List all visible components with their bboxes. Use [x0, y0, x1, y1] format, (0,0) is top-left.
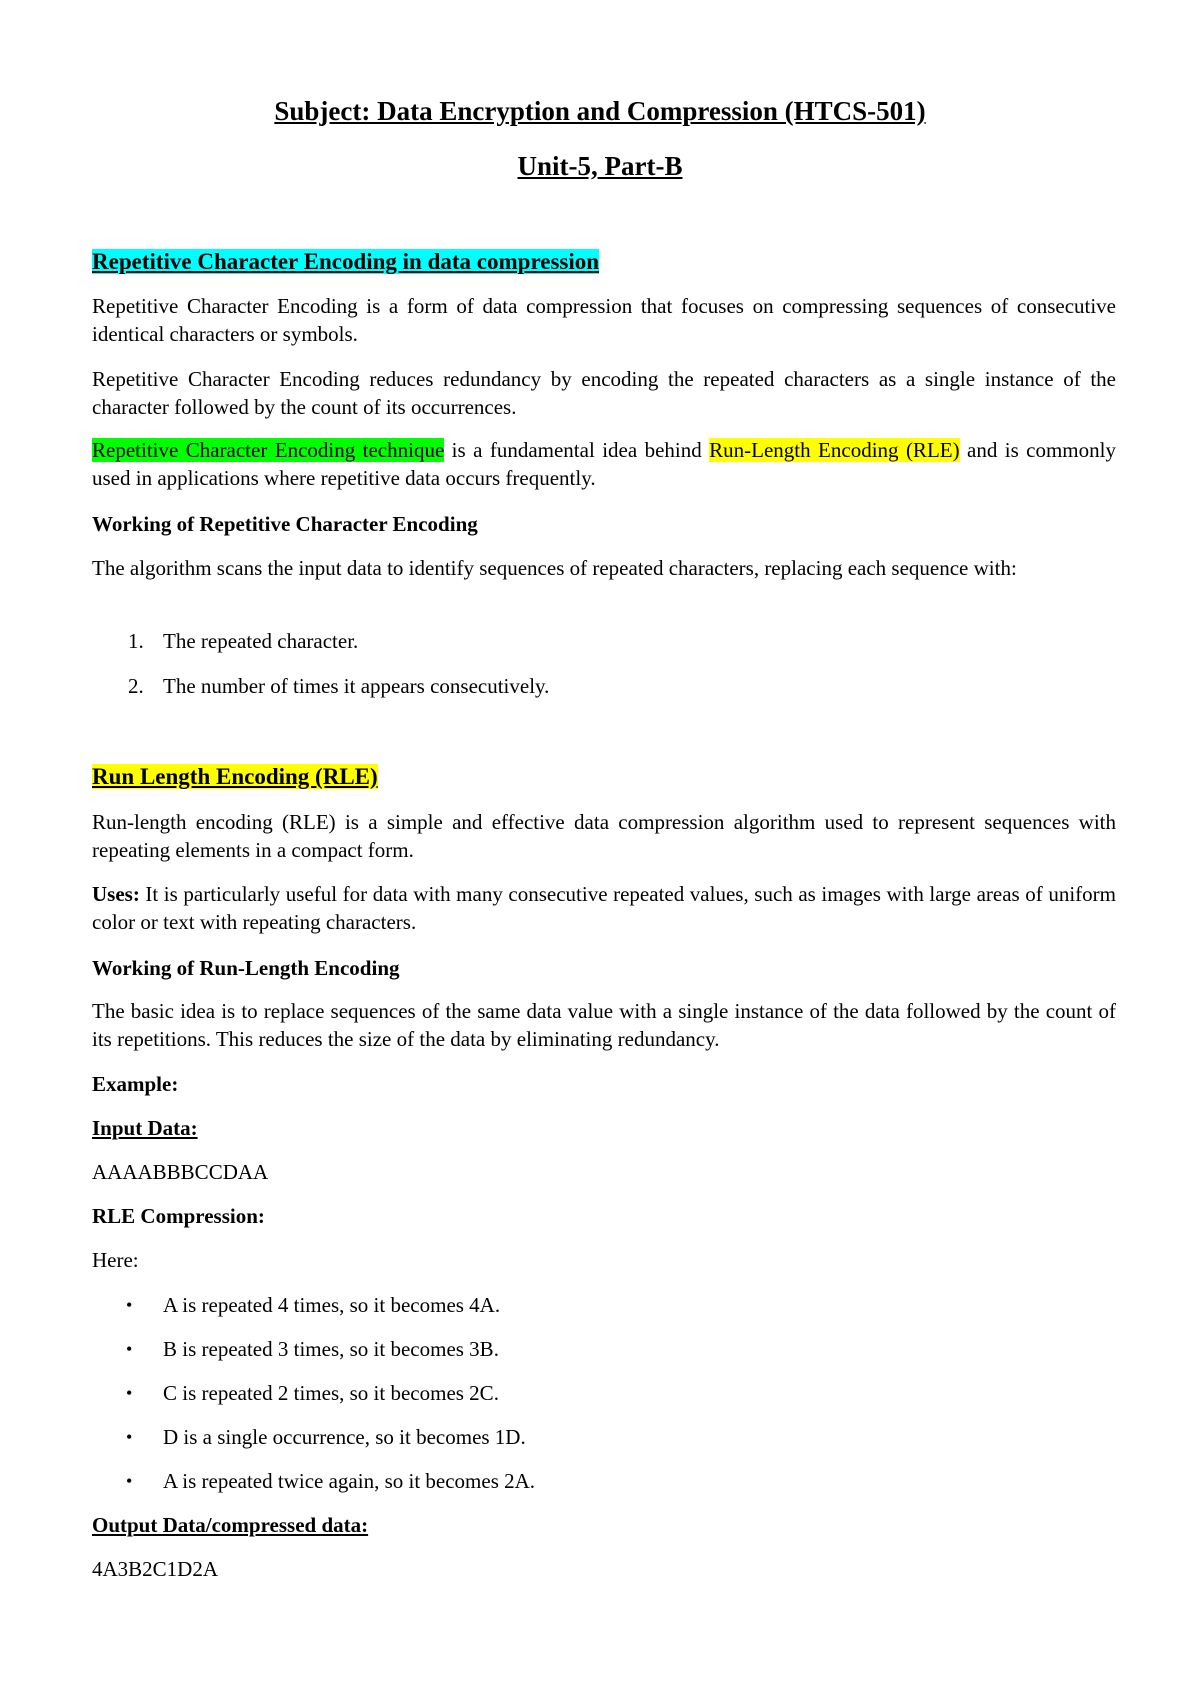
paragraph-redundancy: Repetitive Character Encoding reduces redundancy by encoding the repeated characters as a single instance of the character followed by the count of its occurrences. [92, 367, 1116, 419]
paragraph-rle-definition: Run-length encoding (RLE) is a simple and effective data compression algorithm used to represent sequences with repeating elements in a compact form. [92, 810, 1116, 862]
heading-highlight: Run Length Encoding (RLE) [92, 764, 378, 789]
input-data-value: AAAABBBCCDAA [92, 1160, 269, 1184]
rle-compression-label: RLE Compression: [92, 1204, 265, 1228]
subheading-working-repetitive: Working of Repetitive Character Encoding [92, 512, 478, 536]
here-label: Here: [92, 1248, 139, 1272]
output-data-label: Output Data/compressed data: [92, 1513, 369, 1537]
section-heading-rle [92, 762, 1116, 792]
list-item: The number of times it appears consecutively. [163, 674, 550, 698]
paragraph-definition: Repetitive Character Encoding is a form of data compression that focuses on compressing sequences of consecutive identical characters or symbols. [92, 294, 1116, 346]
paragraph-uses [92, 880, 1116, 936]
bullet-item: B is repeated 3 times, so it becomes 3B. [163, 1337, 499, 1361]
uses-text: It is particularly useful for data with many consecutive repeated values, such as images with large areas of uniform color or text with repeating characters. [92, 882, 1116, 934]
paragraph-text: is a fundamental idea behind [444, 438, 710, 462]
paragraph-algorithm: The algorithm scans the input data to identify sequences of repeated characters, replacing each sequence with: [92, 556, 1017, 580]
unit-title: Unit-5, Part-B [517, 151, 683, 181]
paragraph-basic-idea: The basic idea is to replace sequences of the same data value with a single instance of the data followed by the count of its repetitions. This reduces the size of the data by eliminating redundancy. [92, 999, 1116, 1051]
bullet-glyph: • [126, 1471, 133, 1491]
bullet-glyph: • [126, 1295, 133, 1315]
section-heading-repetitive-encoding [92, 247, 1116, 277]
bullet-item: A is repeated 4 times, so it becomes 4A. [163, 1293, 501, 1317]
bullet-item: A is repeated twice again, so it becomes 2A. [163, 1469, 536, 1493]
bullet-glyph: • [126, 1427, 133, 1447]
highlight-technique: Repetitive Character Encoding technique [92, 438, 445, 462]
example-label: Example: [92, 1072, 179, 1096]
bullet-glyph: • [126, 1383, 133, 1403]
list-number: 2. [128, 674, 144, 698]
subject-title: Subject: Data Encryption and Compression (HTCS-501) [274, 96, 926, 126]
heading-highlight: Repetitive Character Encoding in data compression [92, 249, 600, 274]
highlight-rle: Run-Length Encoding (RLE) [709, 438, 960, 462]
paragraph-text: and is commonly used in applications where repetitive data occurs frequently. [92, 438, 1116, 490]
input-data-label: Input Data: [92, 1116, 198, 1140]
uses-label: Uses: [92, 882, 140, 906]
paragraph-rle-relation [92, 436, 1116, 492]
bullet-item: D is a single occurrence, so it becomes 1D. [163, 1425, 526, 1449]
subheading-working-rle: Working of Run-Length Encoding [92, 956, 400, 980]
bullet-glyph: • [126, 1339, 133, 1359]
output-data-value: 4A3B2C1D2A [92, 1557, 219, 1581]
list-item: The repeated character. [163, 629, 359, 653]
list-number: 1. [128, 629, 144, 653]
bullet-item: C is repeated 2 times, so it becomes 2C. [163, 1381, 499, 1405]
